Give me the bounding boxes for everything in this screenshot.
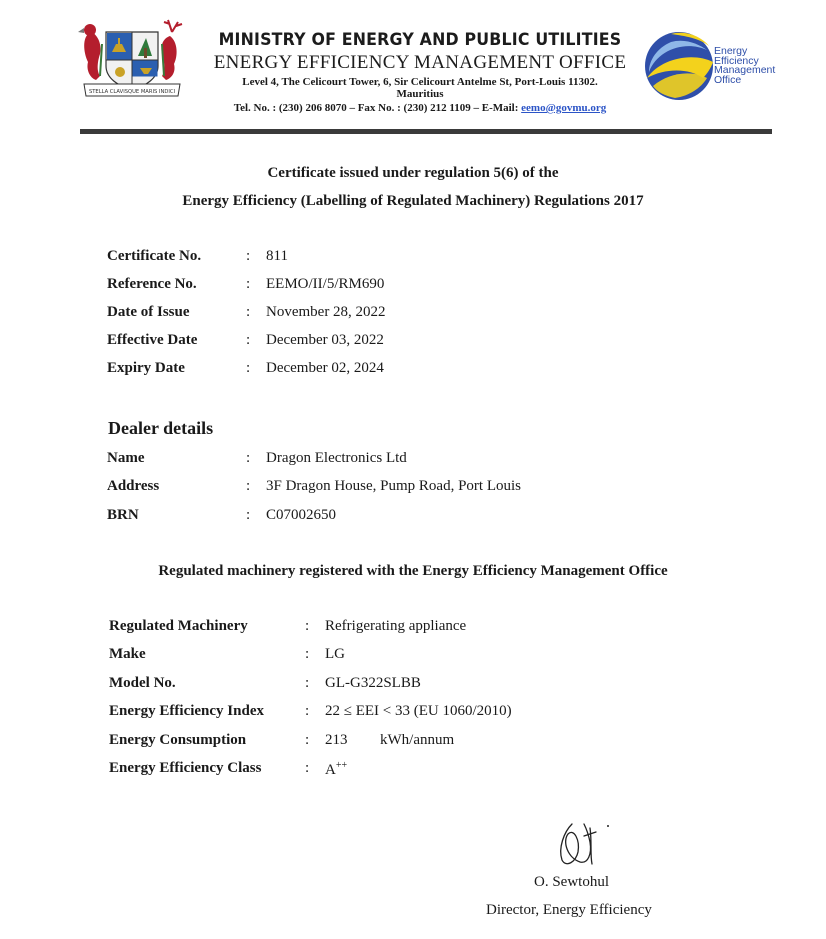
field-value: 3F Dragon House, Pump Road, Port Louis — [266, 478, 521, 494]
signatory-name: O. Sewtohul — [534, 874, 609, 890]
field-value — [325, 760, 347, 779]
dealer-heading: Dealer details — [108, 418, 214, 438]
field-label: Reference No. — [107, 276, 197, 292]
field-label: Make — [109, 646, 146, 662]
field-colon: : — [305, 703, 310, 719]
field-unit: kWh/annum — [380, 732, 455, 748]
field-colon: : — [305, 675, 310, 691]
field-label: Energy Efficiency Index — [109, 703, 264, 719]
coat-of-arms-icon — [78, 14, 186, 102]
certificate-title-line2: Energy Efficiency (Labelling of Regulated Machinery) Regulations 2017 — [182, 193, 644, 209]
field-value: GL-G322SLBB — [325, 675, 421, 691]
field-colon: : — [246, 332, 251, 348]
signatory-position: Director, Energy Efficiency — [486, 902, 652, 918]
field-value: EEMO/II/5/RM690 — [266, 276, 385, 292]
logo-line: Efficiency — [714, 54, 759, 67]
office-address: Level 4, The Celicourt Tower, 6, Sir Celicourt Antelme St, Port-Louis 11302. — [242, 76, 598, 88]
office-name: ENERGY EFFICIENCY MANAGEMENT OFFICE — [213, 52, 627, 73]
field-label: Energy Consumption — [109, 732, 247, 748]
field-value: December 03, 2022 — [266, 332, 384, 348]
machinery-heading: Regulated machinery registered with the Energy Efficiency Management Office — [158, 563, 668, 579]
letterhead — [0, 0, 826, 140]
field-colon: : — [305, 732, 310, 748]
organization-block — [190, 30, 650, 100]
field-value: Dragon Electronics Ltd — [266, 450, 407, 466]
ministry-name: MINISTRY OF ENERGY AND PUBLIC UTILITIES — [218, 30, 622, 50]
field-colon: : — [246, 304, 251, 320]
office-country: Mauritius — [396, 88, 444, 100]
field-colon: : — [246, 276, 251, 292]
field-value: LG — [325, 646, 345, 662]
logo-line: Office — [714, 73, 742, 86]
header-divider — [80, 129, 772, 134]
field-label: Model No. — [109, 675, 176, 691]
field-label: Energy Efficiency Class — [109, 760, 262, 776]
field-colon: : — [305, 618, 310, 634]
contact-line — [190, 102, 650, 114]
field-label: Expiry Date — [107, 360, 185, 376]
field-value: Refrigerating appliance — [325, 618, 467, 634]
field-label: Certificate No. — [107, 248, 202, 264]
field-colon: : — [246, 478, 251, 494]
field-value: December 02, 2024 — [266, 360, 384, 376]
logo-line: Management — [714, 64, 776, 76]
field-colon: : — [305, 760, 310, 776]
field-colon: : — [246, 450, 251, 466]
field-colon: : — [305, 646, 310, 662]
energy-class-plus: ++ — [335, 760, 348, 771]
field-label: BRN — [107, 507, 139, 523]
field-colon: : — [246, 248, 251, 264]
field-label: Name — [107, 450, 145, 466]
logo-line: Energy — [714, 45, 748, 57]
field-value: C07002650 — [266, 507, 337, 523]
logo-wordmark — [714, 47, 775, 85]
certificate-title-line1: Certificate issued under regulation 5(6) of the — [267, 165, 559, 181]
field-value: 811 — [266, 248, 288, 264]
email-link[interactable]: eemo@govmu.org — [521, 102, 607, 114]
field-colon: : — [246, 507, 251, 523]
crest-motto: STELLA CLAVISQUE MARIS INDICI — [88, 89, 176, 95]
field-label: Regulated Machinery — [109, 618, 248, 634]
field-value: 22 ≤ EEI < 33 (EU 1060/2010) — [325, 703, 512, 719]
field-label: Address — [107, 478, 160, 494]
field-value: 213 — [325, 732, 348, 748]
field-label: Effective Date — [107, 332, 198, 348]
field-label: Date of Issue — [107, 304, 190, 320]
handwritten-signature-icon — [550, 818, 620, 870]
field-colon: : — [246, 360, 251, 376]
phone-fax: Tel. No. : (230) 206 8070 – Fax No. : (230) 212 1109 – E-Mail: — [233, 102, 522, 114]
field-value: November 28, 2022 — [266, 304, 386, 320]
energy-class: A — [325, 762, 336, 778]
